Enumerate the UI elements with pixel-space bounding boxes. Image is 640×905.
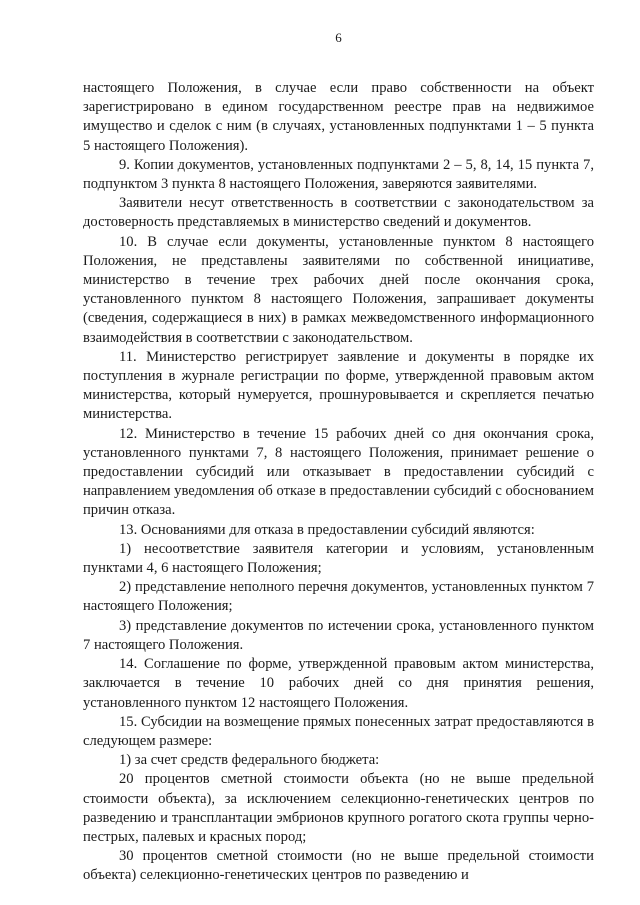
- list-item-13-3: 3) представление документов по истечении срока, установленного пунктом 7 настоящего Положения.: [83, 617, 594, 653]
- paragraph-12: 12. Министерство в течение 15 рабочих дней со дня окончания срока, установленного пунктами 7, 8 настоящего Положения, принимает решение о предоставлении субсидий или отказывает в предоставлении субсидий с направлением уведомления об отказе в предоставлении субсидий с обоснованием причин отказа.: [83, 425, 594, 519]
- paragraph-30-percent: 30 процентов сметной стоимости (но не выше предельной стоимости объекта) селекционно-генетических центров по разведению и: [83, 848, 594, 884]
- paragraph-14: 14. Соглашение по форме, утвержденной правовым актом министерства, заключается в течение 10 рабочих дней со дня принятия решения, установленного пунктом 12 настоящего Положения.: [83, 656, 594, 711]
- paragraph-20-percent: 20 процентов сметной стоимости объекта (но не выше предельной стоимости объекта), за исключением селекционно-генетических центров по разведению и трансплантации эмбрионов крупного рогатого скота группы черно-пестрых, палевых и красных пород;: [83, 771, 594, 845]
- document-body: [83, 79, 594, 886]
- paragraph-10: 10. В случае если документы, установленные пунктом 8 настоящего Положения, не представлены заявителями по собственной инициативе, министерство в течение трех рабочих дней после окончания срока, установленного пунктом 8 настоящего Положения, запрашивает документы (сведения, содержащиеся в них) в рамках межведомственного информационного взаимодействия в соответствии с законодательством.: [83, 233, 594, 346]
- page-number: 6: [335, 30, 342, 45]
- paragraph-9: 9. Копии документов, установленных подпунктами 2 – 5, 8, 14, 15 пункта 7, подпунктом 3 пункта 8 настоящего Положения, заверяются заявителями.: [83, 156, 594, 193]
- paragraph-responsibility: Заявители несут ответственность в соответствии с законодательством за достоверность представляемых в министерство сведений и документов.: [83, 195, 594, 231]
- paragraph-15: 15. Субсидии на возмещение прямых понесенных затрат предоставляются в следующем размере:: [83, 713, 594, 749]
- list-item-13-2: 2) представление неполного перечня документов, установленных пунктом 7 настоящего Положения;: [83, 579, 594, 615]
- list-item-13-1: 1) несоответствие заявителя категории и условиям, установленным пунктами 4, 6 настоящего Положения;: [83, 540, 594, 577]
- paragraph-11: 11. Министерство регистрирует заявление и документы в порядке их поступления в журнале регистрации по форме, утвержденной правовым актом министерства, который нумеруется, прошнуровывается и скрепляется печатью министерства.: [83, 348, 594, 423]
- paragraph-13: 13. Основаниями для отказа в предоставлении субсидий являются:: [119, 521, 535, 538]
- list-item-15-1: 1) за счет средств федерального бюджета:: [119, 752, 380, 769]
- paragraph-continuation: настоящего Положения, в случае если право собственности на объект зарегистрировано в едином государственном реестре прав на недвижимое имущество и сделок с ним (в случаях, установленных подпунктами 1 – 5 пункта 5 настоящего Положения).: [83, 80, 594, 154]
